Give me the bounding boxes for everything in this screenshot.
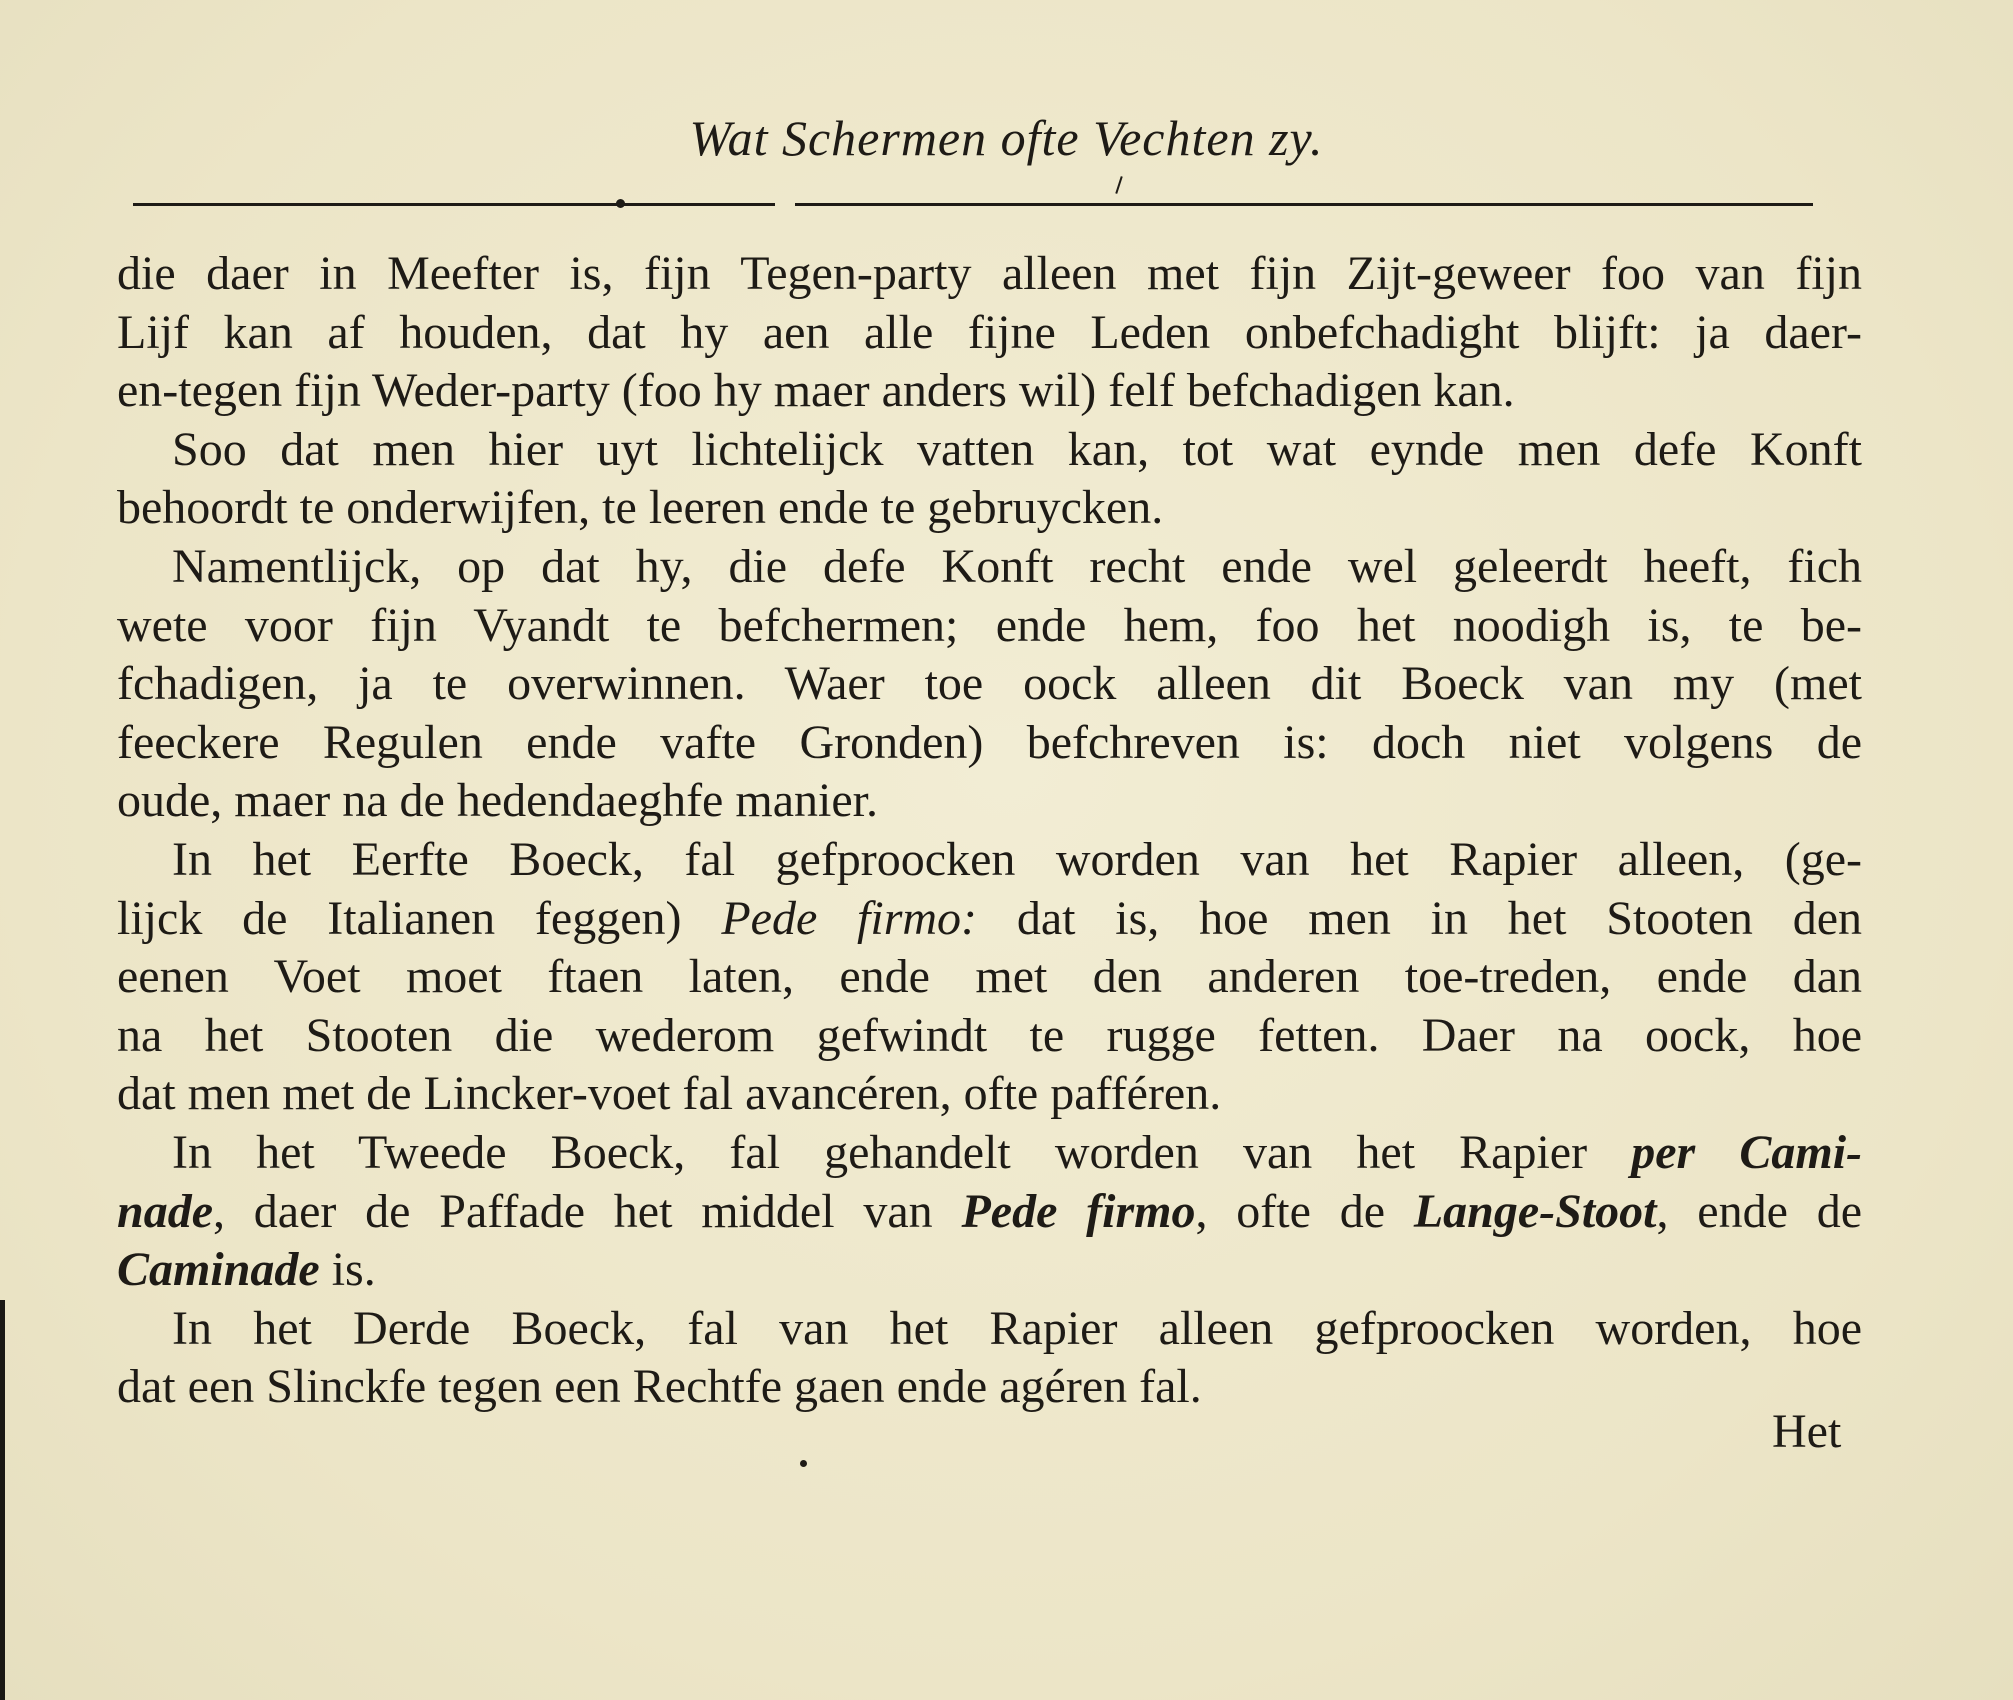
text-line bbox=[117, 245, 1862, 304]
paragraph bbox=[117, 831, 1862, 1124]
text-line bbox=[117, 304, 1862, 363]
text-line bbox=[117, 948, 1862, 1007]
text-line bbox=[117, 1124, 1862, 1183]
text-line bbox=[117, 597, 1862, 656]
italic-text-run: Pede firmo bbox=[961, 1184, 1196, 1238]
italic-text-run: nade bbox=[117, 1184, 213, 1238]
header-rule-right bbox=[795, 203, 1813, 206]
running-head: Wat Schermen ofte Vechten zy. bbox=[689, 110, 1324, 166]
text-run: die daer in Meefter is, fijn Tegen-party alleen met fijn Zijt-geweer foo van fijn bbox=[117, 247, 1862, 300]
text-run: Lijf kan af houden, dat hy aen alle fijne Leden onbefchadight blijft: ja daer- bbox=[117, 305, 1862, 359]
italic-text-run: Caminade bbox=[117, 1243, 320, 1297]
text-line bbox=[117, 772, 1862, 831]
text-line bbox=[117, 655, 1862, 714]
text-line bbox=[117, 831, 1862, 890]
text-run: Namentlijck, op dat hy, die defe Konft recht ende wel geleerdt heeft, fich bbox=[172, 539, 1862, 593]
text-line bbox=[117, 714, 1862, 773]
text-run: na het Stooten die wederom gefwindt te rugge fetten. Daer na oock, hoe bbox=[117, 1008, 1862, 1062]
paragraph bbox=[117, 245, 1862, 421]
text-run: lijck de Italianen feggen) bbox=[117, 891, 722, 945]
header-rule-left bbox=[133, 203, 775, 206]
text-run: dat een Slinckfe tegen een Rechtfe gaen ende agéren fal. bbox=[117, 1360, 1202, 1414]
text-line bbox=[117, 1007, 1862, 1066]
paragraph bbox=[117, 538, 1862, 831]
text-run: feeckere Regulen ende vafte Gronden) befchreven is: doch niet volgens de bbox=[117, 715, 1862, 769]
paragraph bbox=[117, 1124, 1862, 1300]
text-line bbox=[117, 890, 1862, 949]
text-run: Soo dat men hier uyt lichtelijck vatten kan, tot wat eynde men defe Konft bbox=[172, 422, 1862, 476]
text-line bbox=[117, 362, 1862, 421]
text-run: In het Eerfte Boeck, fal gefproocken worden van het Rapier alleen, (ge- bbox=[172, 832, 1862, 886]
text-run: is. bbox=[319, 1243, 376, 1297]
book-spine-edge bbox=[0, 1300, 5, 1700]
text-run: In het Derde Boeck, fal van het Rapier alleen gefproocken worden, hoe bbox=[172, 1301, 1862, 1355]
text-run: behoordt te onderwijfen, te leeren ende te gebruycken. bbox=[117, 481, 1164, 535]
text-run: , ofte de bbox=[1195, 1184, 1414, 1238]
ink-speck bbox=[800, 1460, 807, 1467]
header-rule-dot bbox=[616, 199, 625, 208]
text-run: , daer de Paffade het middel van bbox=[213, 1184, 962, 1238]
text-line bbox=[117, 1065, 1862, 1124]
text-run: oude, maer na de hedendaeghfe manier. bbox=[117, 774, 878, 828]
text-run: fchadigen, ja te overwinnen. Waer toe oock alleen dit Boeck van my (met bbox=[117, 657, 1862, 711]
text-line bbox=[117, 1183, 1862, 1242]
italic-text-run: Lange-Stoot bbox=[1413, 1184, 1657, 1238]
paragraph bbox=[117, 421, 1862, 538]
text-run: dat is, hoe men in het Stooten den bbox=[977, 891, 1862, 945]
text-line bbox=[117, 1241, 1862, 1300]
text-run: en-tegen fijn Weder-party (foo hy maer anders wil) felf befchadigen kan. bbox=[117, 364, 1515, 418]
text-run: wete voor fijn Vyandt te befchermen; ende hem, foo het noodigh is, te be- bbox=[117, 598, 1862, 652]
text-run: In het Tweede Boeck, fal gehandelt worden van het Rapier bbox=[172, 1125, 1632, 1179]
catchword: Het bbox=[1772, 1405, 1842, 1458]
text-run: dat men met de Lincker-voet fal avancéren, ofte pafféren. bbox=[117, 1067, 1222, 1121]
italic-text-run: per Cami- bbox=[1631, 1125, 1863, 1179]
text-line bbox=[117, 1358, 1862, 1417]
text-line bbox=[117, 538, 1862, 597]
text-run: eenen Voet moet ftaen laten, ende met den anderen toe-treden, ende dan bbox=[117, 950, 1862, 1004]
paragraph bbox=[117, 1300, 1862, 1417]
text-run: , ende de bbox=[1656, 1184, 1863, 1238]
italic-text-run: Pede firmo: bbox=[721, 891, 978, 945]
text-line bbox=[117, 479, 1862, 538]
body-text bbox=[117, 245, 1862, 1417]
text-line bbox=[117, 1300, 1862, 1359]
text-line bbox=[117, 421, 1862, 480]
